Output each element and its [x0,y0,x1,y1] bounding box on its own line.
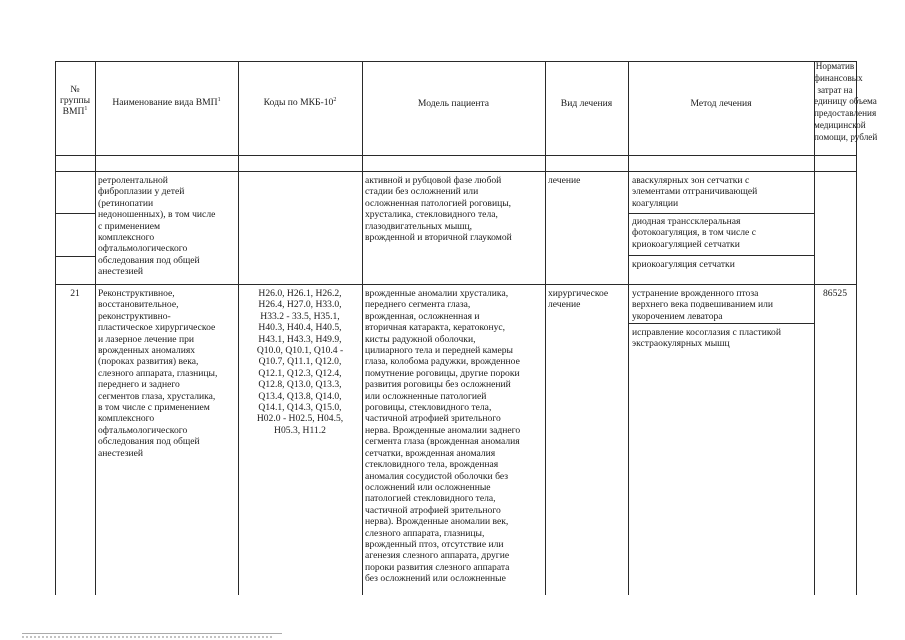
header-vmp-name-footnote: 1 [217,96,221,103]
row-cont-treatment-type: лечение [548,175,581,186]
row-cont-method-3: криокоагуляция сетчатки [632,259,735,270]
col-divider-3 [362,61,363,595]
row-cont-method-divider-1 [628,213,814,214]
header-patient-model: Модель пациента [417,98,490,109]
header-icd-codes [238,97,362,108]
row-21-vmp-name: Реконструктивное, восстановительное, реконструктивно- пластическое хирургическое и лазерное лечение при врожденных аномалиях (пороках развития) века, слезного аппарата, глазницы, переднего и заднего сегментов глаза, хрусталика, в том числе с применением комплексного офтальмологического обследования под общей анестезией [98,288,218,459]
col-divider-4 [545,61,546,595]
row-cont-method-1: аваскулярных зон сетчатки с элементами отграничивающей коагуляции [632,175,758,209]
header-group-number-footnote: 1 [84,105,88,112]
col-divider-5 [628,61,629,595]
row-cont-divider-2 [55,256,95,257]
page-bottom-scan-artifact [22,636,272,638]
row-21-icd-codes: H26.0, H26.1, H26.2, H26.4, H27.0, H33.0, H33.2 - 33.5, H35.1, H40.3, H40.4, H40.5, H43.1, H43.3, H49.9, Q10.0, Q10.1, Q10.4 - Q10.7, Q11.1, Q12.0, Q12.1, Q12.3, Q12.4, Q12.8, Q13.0, Q13.3, Q13.4, Q13.8, Q14.0, Q14.1, Q14.3, Q15.0, H02.0 - H02.5, H04.5, H05.3, H11.2 [256,288,344,436]
row-21-treatment-type: хирургическое лечение [548,288,609,311]
row-cont-method-2: диодная транссклеральная фотокоагуляция, в том числе с криокоагуляцией сетчатки [632,216,756,250]
row-cont-vmp-name: ретролентальной фиброплазии у детей (ретинопатии недоношенных), в том числе с применением комплексного офтальмологического обследования под общей анестезией [98,175,216,278]
table-left-border [55,61,56,595]
header-vmp-name-text: Наименование вида ВМП [112,97,218,108]
header-icd-codes-text: Коды по МКБ-10 [263,97,334,108]
row-21-method-1: устранение врожденного птоза верхнего века подвешиванием или укорочением леватора [632,288,774,322]
header-treatment-method: Метод лечения [690,98,752,109]
row-cont-method-divider-2 [628,255,814,256]
header-financial-norm: Норматив финансовых затрат на единицу объема предоставления медицинской помощи, рублей [814,61,878,142]
header-group-number-text: № группы ВМП [59,84,91,117]
col-divider-1 [95,61,96,595]
row-cont-divider-1 [55,213,95,214]
row-21-method-divider [628,323,814,324]
row-21-number: 21 [70,288,80,299]
header-bottom-border [55,155,856,156]
row-21-financial-norm: 86525 [823,288,847,299]
row-21-patient-model: врожденные аномалии хрусталика, переднего сегмента глаза, врожденная, осложненная и вторичная катаракта, кератоконус, кисты радужной оболочки, цилиарного тела и передней камеры глаза, колобома радужки, врожденное помутнение роговицы, другие пороки развития роговицы без осложнений или осложненные патологией роговицы, стекловидного тела, частичной атрофией зрительного нерва. Врожденные аномалии заднего сегмента глаза (врожденная аномалия сетчатки, врожденная аномалия стекловидного тела, врожденная аномалия сосудистой оболочки без осложнений или осложненные патологией стекловидного тела, частичной атрофией зрительного нерва). Врожденные аномалии век, слезного аппарата, глазницы, врожденный птоз, отсутствие или агенезия слезного аппарата, другие пороки развития слезного аппарата без осложнений или осложненные [365,288,521,585]
header-group-number [55,84,95,117]
row-cont-patient-model: активной и рубцовой фазе любой стадии без осложнений или осложненная патологией роговицы, хрусталика, стекловидного тела, глазодвигательных мышц, врожденной и вторичной глаукомой [365,175,512,244]
table-top-border [55,61,856,62]
column-number-row-border [55,171,856,172]
header-vmp-name [95,97,238,108]
row-21-method-2: исправление косоглазия с пластикой экстраокулярных мышц [632,327,781,350]
header-icd-codes-footnote: 2 [333,96,337,103]
header-treatment-type: Вид лечения [560,98,613,109]
row-21-top-border [55,284,856,285]
